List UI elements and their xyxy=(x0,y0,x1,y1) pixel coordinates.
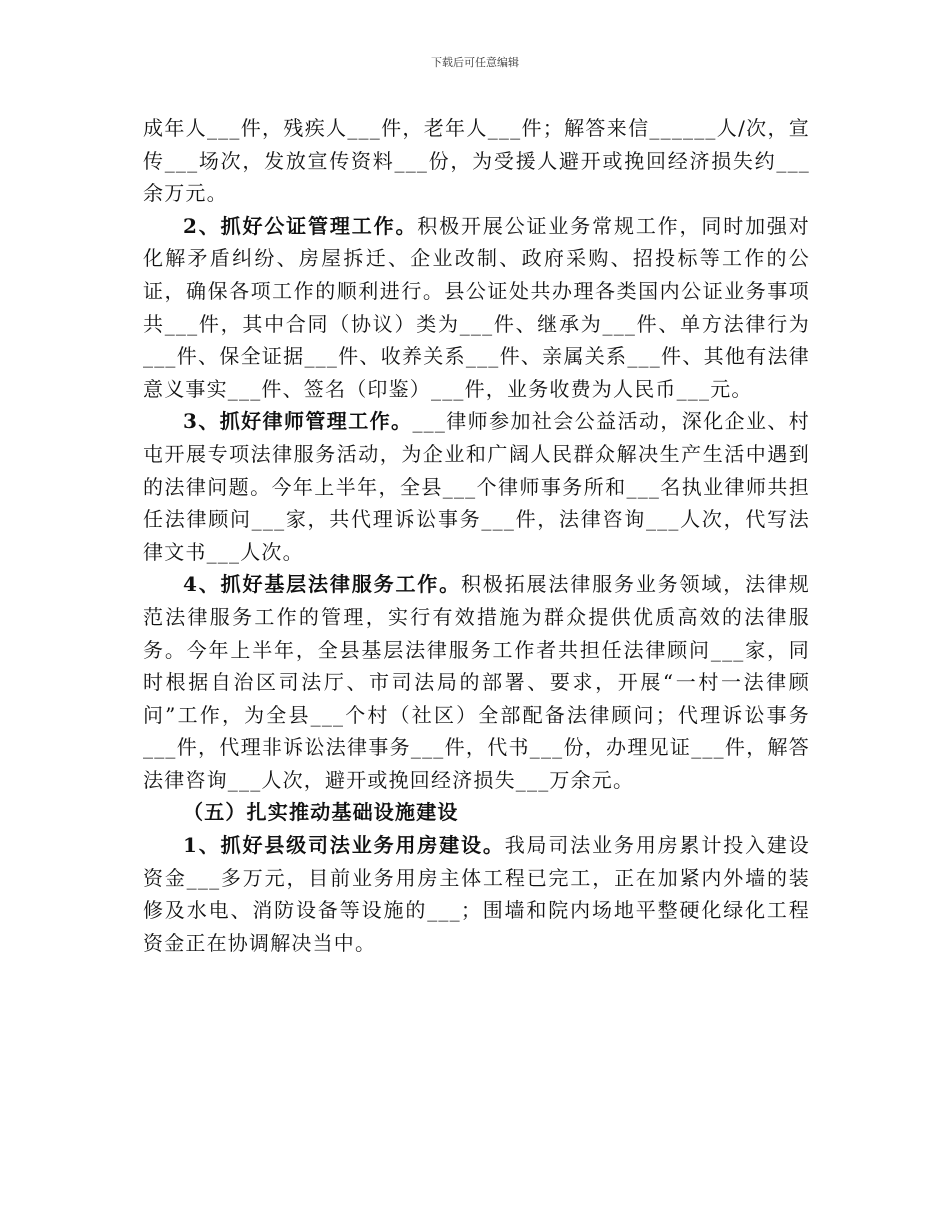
paragraph-body: 成年人___件，残疾人___件，老年人___件；解答来信______人/次，宣传___场次，发放宣传资料___份，为受援人避开或挽回经济损失约___余万元。 xyxy=(143,116,810,206)
paragraph-grassroots xyxy=(143,568,810,796)
paragraph-body: 积极开展公证业务常规工作，同时加强对化解矛盾纠纷、房屋拆迁、企业改制、政府采购、招投标等工作的公证，确保各项工作的顺利进行。县公证处共办理各类国内公证业务事项共___件，其中合同（协议）类为___件、继承为___件、单方法律行为___件、保全证据___件、收养关系___件、亲属关系___件、其他有法律意义事实___件、签名（印鉴）___件，业务收费为人民币___元。 xyxy=(143,213,810,401)
page-header: 下载后可任意编辑 xyxy=(431,56,519,69)
paragraph-body: ___律师参加社会公益活动，深化企业、村屯开展专项法律服务活动，为企业和广阔人民群众解决生产生活中遇到的法律问题。今年上半年，全县___个律师事务所和___名执业律师共担任法律顾问___家，共代理诉讼事务___件，法律咨询___人次，代写法律文书___人次。 xyxy=(143,409,811,564)
document-body xyxy=(143,112,810,959)
paragraph-heading: 3、抓好律师管理工作。 xyxy=(183,409,413,434)
paragraph-legal-aid-stats xyxy=(143,112,810,210)
paragraph-notary xyxy=(143,210,810,406)
paragraph-heading: 4、抓好基层法律服务工作。 xyxy=(183,572,461,597)
paragraph-body: 积极拓展法律服务业务领域，法律规范法律服务工作的管理，实行有效措施为群众提供优质高效的法律服务。今年上半年，全县基层法律服务工作者共担任法律顾问___家，同时根据自治区司法厅、市司法局的部署、要求，开展“一村一法律顾问”工作，为全县___个村（社区）全部配备法律顾问；代理诉讼事务___件，代理非诉讼法律事务___件，代书___份，办理见证___件，解答法律咨询___人次，避开或挽回经济损失___万余元。 xyxy=(143,572,810,792)
section-heading-infrastructure xyxy=(143,796,810,829)
paragraph-heading: 2、抓好公证管理工作。 xyxy=(183,213,418,238)
paragraph-heading: 1、抓好县级司法业务用房建设。 xyxy=(183,833,505,858)
paragraph-building xyxy=(143,829,810,959)
paragraph-body: 我局司法业务用房累计投入建设资金___多万元，目前业务用房主体工程已完工，正在加紧内外墙的装修及水电、消防设备等设施的___；围墙和院内场地平整硬化绿化工程资金正在协调解决当中。 xyxy=(143,833,810,955)
section-heading: （五）扎实推动基础设施建设 xyxy=(183,800,459,825)
paragraph-lawyer xyxy=(143,405,810,568)
